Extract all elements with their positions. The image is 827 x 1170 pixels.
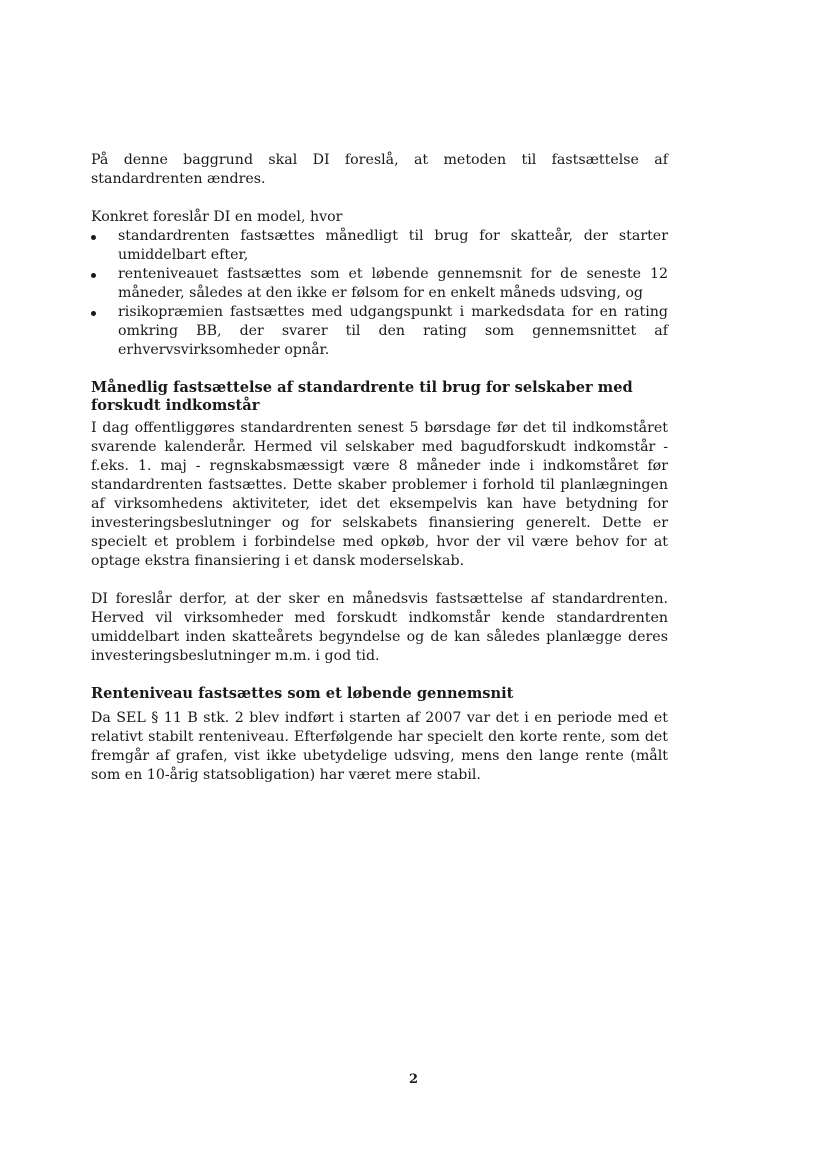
section-heading-monthly: Månedlig fastsættelse af standardrente til brug for selskaber med forskudt indkomstår bbox=[91, 379, 633, 414]
list-item-text: renteniveauet fastsættes som et løbende gennemsnit for de seneste 12 måneder, således at den ikke er følsom for en enkelt måneds udsving, og bbox=[118, 266, 668, 301]
list-item-text: risikopræmien fastsættes med udgangspunkt i markedsdata for en rating omkring BB, der svarer til den rating som gennemsnittet af erhvervsvirksomheder opnår. bbox=[118, 304, 668, 358]
proposal-list bbox=[91, 227, 668, 360]
spacer bbox=[91, 360, 668, 379]
section2-paragraph: Da SEL § 11 B stk. 2 blev indført i starten af 2007 var det i en periode med et relativt stabilt renteniveau. Efterfølgende har specielt den korte rente, som det fremgår af grafen, vist ikke ubetydelige udsving, mens den lange rente (målt som en 10-årig statsobligation) har været mere stabil. bbox=[91, 710, 668, 783]
section1-paragraph: I dag offentliggøres standardrenten senest 5 børsdage før det til indkomståret svarende kalenderår. Hermed vil selskaber med bagudforskudt indkomstår - f.eks. 1. maj - regnskabsmæssigt være 8 måneder inde i indkomståret før standardrenten fastsættes. Dette skaber problemer i forhold til planlægningen af virksomhedens aktiviteter, idet det eksempelvis kan have betydning for investeringsbeslutninger og for selskabets finansiering generelt. Dette er specielt et problem i forbindelse med opkøb, hvor der vil være behov for at optage ekstra finansiering i et dansk moderselskab. bbox=[91, 420, 668, 569]
section1-paragraph: DI foreslår derfor, at der sker en månedsvis fastsættelse af standardrenten. Herved vil virksomheder med forskudt indkomstår kende standardrenten umiddelbart inden skatteårets begyndelse og de kan således planlægge deres investeringsbeslutninger m.m. i god tid. bbox=[91, 591, 668, 664]
list-item bbox=[91, 227, 668, 265]
spacer bbox=[91, 666, 668, 685]
section-heading-average: Renteniveau fastsættes som et løbende gennemsnit bbox=[91, 685, 514, 702]
list-item-text: standardrenten fastsættes månedligt til brug for skatteår, der starter umiddelbart efter, bbox=[118, 228, 668, 263]
intro-paragraph: På denne baggrund skal DI foreslå, at metoden til fastsættelse af standardrenten ændres. bbox=[91, 152, 668, 187]
document-body bbox=[91, 151, 668, 785]
spacer bbox=[91, 571, 668, 590]
intro-lead: Konkret foreslår DI en model, hvor bbox=[91, 209, 343, 225]
list-item bbox=[91, 265, 668, 303]
bullet-icon bbox=[91, 273, 96, 278]
spacer bbox=[91, 189, 668, 208]
bullet-icon bbox=[91, 311, 96, 316]
list-item bbox=[91, 303, 668, 360]
bullet-icon bbox=[91, 235, 96, 240]
page-number: 2 bbox=[408, 1072, 419, 1087]
